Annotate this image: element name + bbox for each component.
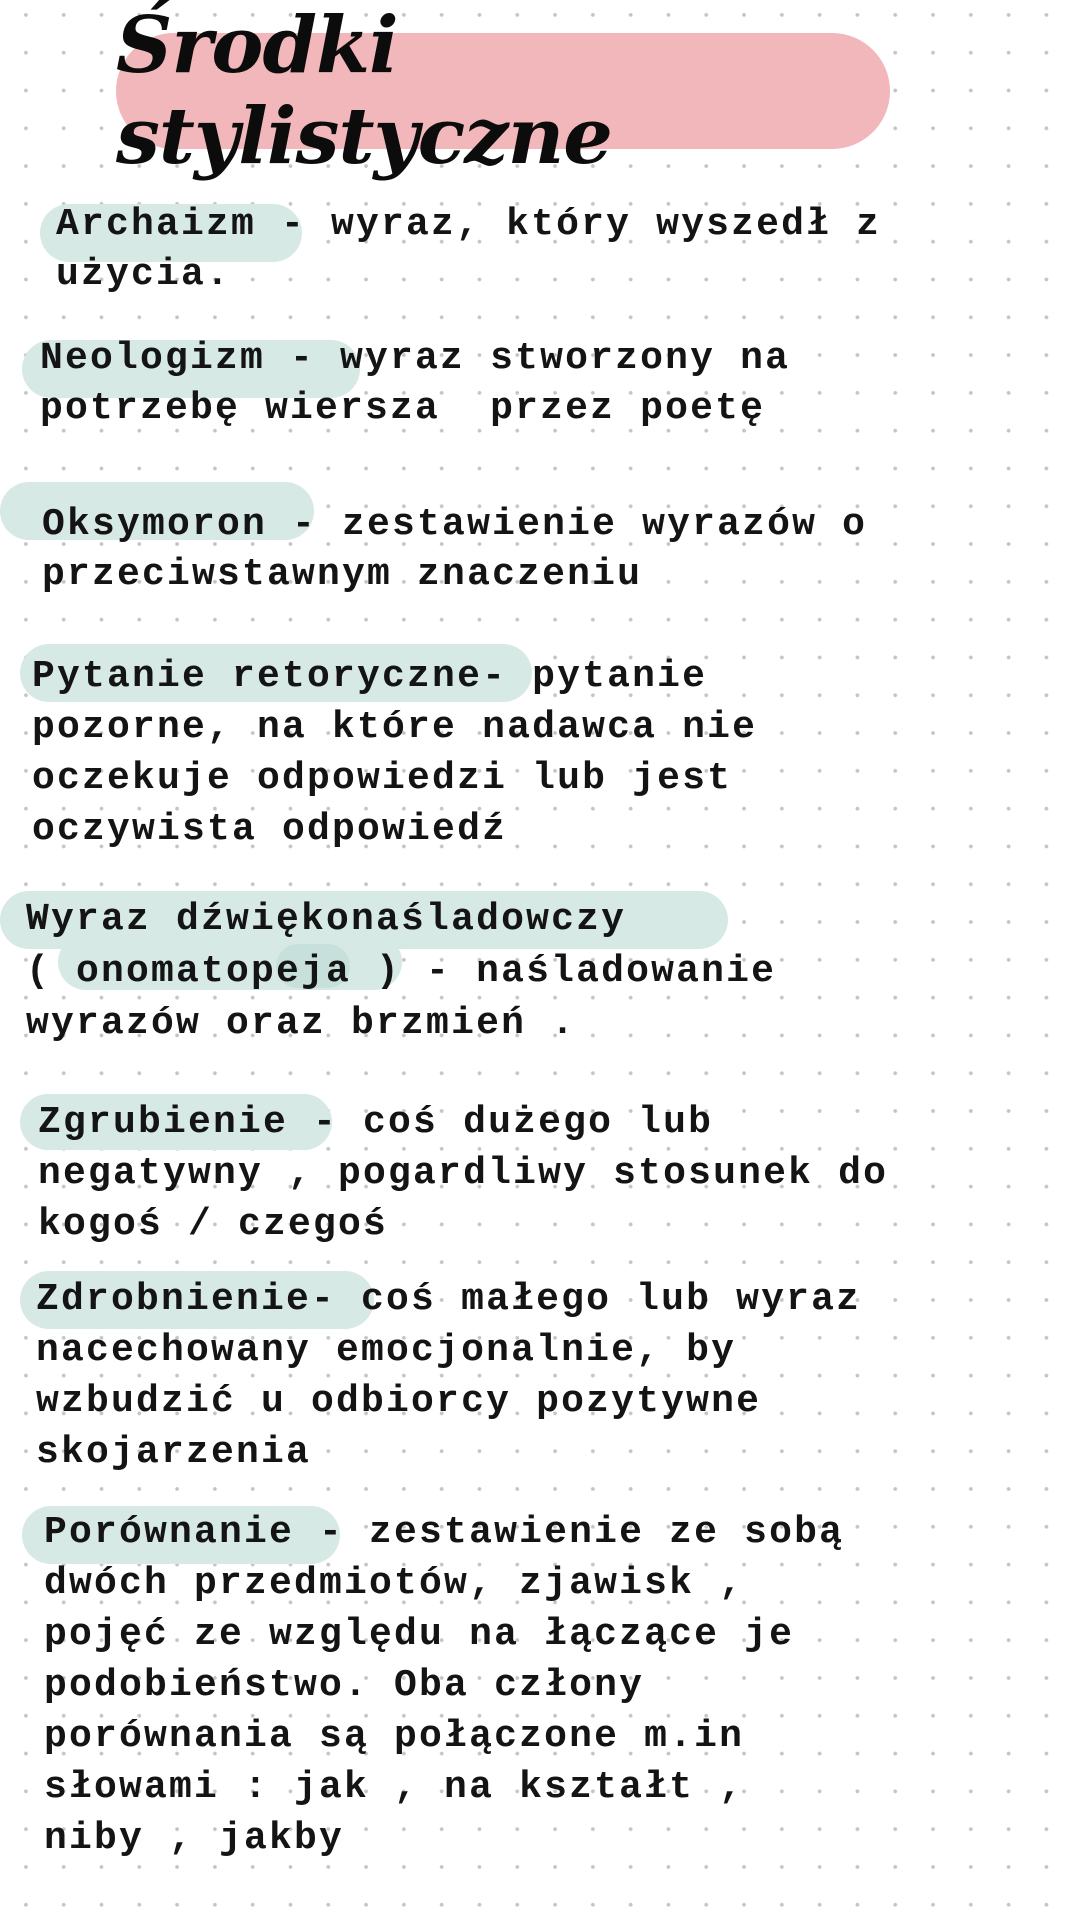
page-title: Środki stylistyczne — [116, 0, 612, 182]
entry-line: niby , jakby — [44, 1817, 345, 1860]
entry-line: pojęć ze względu na łączące je — [44, 1613, 795, 1656]
entry-line: Archaizm - wyraz, który wyszedł z — [56, 203, 882, 246]
entry-line: słowami : jak , na kształt , — [44, 1766, 745, 1809]
entry-line: oczekuje odpowiedzi lub jest — [32, 757, 733, 800]
entry-line: użycia. — [56, 253, 232, 296]
entry-line: ( onomatopeja ) - naśladowanie — [26, 950, 777, 993]
entry-line: przeciwstawnym znaczeniu — [42, 553, 643, 596]
entry-line: negatywny , pogardliwy stosunek do — [38, 1152, 889, 1195]
entry-line: oczywista odpowiedź — [32, 808, 508, 851]
entry-line: Oksymoron - zestawienie wyrazów o — [42, 503, 868, 546]
entry-line: Neologizm - wyraz stworzony na — [40, 337, 791, 380]
entry-line: pozorne, na które nadawca nie — [32, 706, 758, 749]
entry-line: potrzebę wiersza przez poetę — [40, 387, 766, 430]
entry-line: porównania są połączone m.in — [44, 1715, 745, 1758]
entry-line: wyrazów oraz brzmień . — [26, 1002, 577, 1045]
entry-line: Zdrobnienie- coś małego lub wyraz — [36, 1278, 862, 1321]
entry-line: Zgrubienie - coś dużego lub — [38, 1101, 714, 1144]
entry-line: Pytanie retoryczne- pytanie — [32, 655, 708, 698]
entry-line: dwóch przedmiotów, zjawisk , — [44, 1562, 745, 1605]
entry-line: Wyraz dźwiękonaśladowczy — [26, 898, 627, 941]
entry-line: wzbudzić u odbiorcy pozytywne — [36, 1380, 762, 1423]
entry-line: podobieństwo. Oba człony — [44, 1664, 645, 1707]
entry-line: Porównanie - zestawienie ze sobą — [44, 1511, 845, 1554]
entry-line: nacechowany emocjonalnie, by — [36, 1329, 737, 1372]
entry-line: skojarzenia — [36, 1431, 312, 1474]
entry-line: kogoś / czegoś — [38, 1203, 389, 1246]
